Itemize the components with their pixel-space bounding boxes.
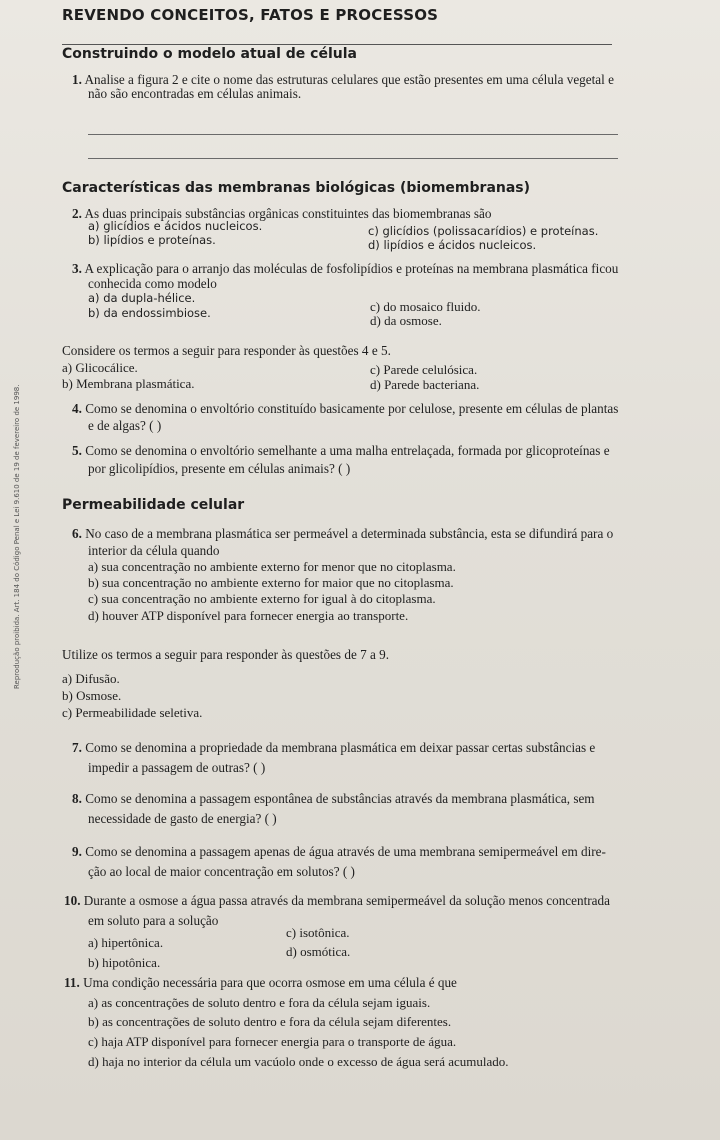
question-8 [72,791,595,806]
instructions-4-5: Considere os termos a seguir para responder às questões 4 e 5. [62,343,391,358]
instructions-7-9: Utilize os termos a seguir para responder às questões de 7 a 9. [62,647,390,662]
term-d: d) Parede bacteriana. [370,377,480,392]
question-text: Uma condição necessária para que ocorra osmose em uma célula é que [83,975,457,990]
question-7-answer-blank[interactable]: impedir a passagem de outras? ( ) [88,760,266,775]
question-number: 1. [72,72,82,87]
page-title: REVENDO CONCEITOS, FATOS E PROCESSOS [62,6,439,24]
option-c[interactable]: c) do mosaico fluido. [370,299,481,314]
question-text: A explicação para o arranjo das moléculas de fosfolipídios e proteínas na membrana plasmática ficou [84,261,619,276]
question-number: 4. [72,401,82,416]
question-number: 9. [72,844,82,859]
question-text: Durante a osmose a água passa através da membrana semipermeável da solução menos concentrada [83,893,610,908]
option-d[interactable]: d) houver ATP disponível para fornecer energia ao transporte. [88,608,409,623]
option-a[interactable]: a) glicídios e ácidos nucleicos. [88,219,263,233]
question-3-line2: conhecida como modelo [88,276,217,291]
answer-line[interactable] [88,134,618,135]
answer-line[interactable] [88,158,618,159]
question-number: 11. [64,975,80,990]
option-d[interactable]: d) haja no interior da célula um vacúolo onde o excesso de água será acumulado. [88,1054,509,1069]
question-text: Como se denomina o envoltório constituído basicamente por celulose, presente em células de plantas [85,401,619,416]
term-b: b) Membrana plasmática. [62,376,195,391]
section-heading-permeability: Permeabilidade celular [62,497,245,513]
question-number: 7. [72,740,82,755]
question-5-answer-blank[interactable]: por glicolipídios, presente em células animais? ( ) [88,461,351,476]
question-number: 3. [72,261,82,276]
question-text: No caso de a membrana plasmática ser permeável a determinada substância, esta se difundirá para o [85,526,614,541]
question-number: 5. [72,443,82,458]
question-text: As duas principais substâncias orgânicas constituintes das biomembranas são [84,206,492,221]
question-9 [72,844,606,859]
question-text: Como se denomina a propriedade da membrana plasmática em deixar passar certas substâncias e [85,740,596,755]
copyright-notice: Reprodução proibida. Art. 184 do Código Penal e Lei 9.610 de 19 de fevereiro de 1998. [13,384,21,689]
term-a: a) Difusão. [62,671,120,686]
question-text: Como se denomina o envoltório semelhante a uma malha entrelaçada, formada por glicoproteínas e [85,443,610,458]
option-a[interactable]: a) da dupla-hélice. [88,291,196,305]
section-heading-biomembranes: Características das membranas biológicas (biomembranas) [62,180,531,196]
question-number: 8. [72,791,82,806]
option-c[interactable]: c) sua concentração no ambiente externo for igual à do citoplasma. [88,591,436,606]
option-b[interactable]: b) lipídios e proteínas. [88,233,216,247]
question-1 [72,72,614,87]
question-6 [72,526,613,541]
option-d[interactable]: d) lipídios e ácidos nucleicos. [368,238,537,252]
question-7 [72,740,595,755]
option-b[interactable]: b) sua concentração no ambiente externo for maior que no citoplasma. [88,575,454,590]
option-b[interactable]: b) hipotônica. [88,955,161,970]
question-text: Como se denomina a passagem espontânea de substâncias através da membrana plasmática, sem [85,791,595,806]
option-d[interactable]: d) osmótica. [286,944,351,959]
question-1-line2: não são encontradas em células animais. [88,86,302,101]
question-4 [72,401,618,416]
term-a: a) Glicocálice. [62,360,138,375]
question-8-answer-blank[interactable]: necessidade de gasto de energia? ( ) [88,811,277,826]
question-10-line2: em soluto para a solução [88,913,219,928]
title-divider [62,44,612,45]
option-a[interactable]: a) as concentrações de soluto dentro e fora da célula sejam iguais. [88,995,431,1010]
option-b[interactable]: b) as concentrações de soluto dentro e fora da célula sejam diferentes. [88,1014,452,1029]
question-5 [72,443,610,458]
question-9-answer-blank[interactable]: ção ao local de maior concentração em solutos? ( ) [88,864,355,879]
question-text: Analise a figura 2 e cite o nome das estruturas celulares que estão presentes em uma célula vegetal e [84,72,614,87]
question-6-line2: interior da célula quando [88,543,220,558]
question-3 [72,261,618,276]
option-c[interactable]: c) haja ATP disponível para fornecer energia para o transporte de água. [88,1034,457,1049]
question-11 [64,975,457,990]
question-number: 6. [72,526,82,541]
section-heading-cell-model: Construindo o modelo atual de célula [62,46,357,62]
option-d[interactable]: d) da osmose. [370,313,442,328]
question-text: Como se denomina a passagem apenas de água através de uma membrana semipermeável em dire- [85,844,606,859]
question-10 [64,893,610,908]
option-a[interactable]: a) hipertônica. [88,935,164,950]
option-c[interactable]: c) isotônica. [286,925,350,940]
option-a[interactable]: a) sua concentração no ambiente externo for menor que no citoplasma. [88,559,456,574]
term-c: c) Parede celulósica. [370,362,478,377]
option-c[interactable]: c) glicídios (polissacarídios) e proteínas. [368,224,599,238]
question-number: 10. [64,893,81,908]
term-b: b) Osmose. [62,688,122,703]
question-number: 2. [72,206,82,221]
term-c: c) Permeabilidade seletiva. [62,705,203,720]
question-4-answer-blank[interactable]: e de algas? ( ) [88,418,162,433]
option-b[interactable]: b) da endossimbiose. [88,306,211,320]
